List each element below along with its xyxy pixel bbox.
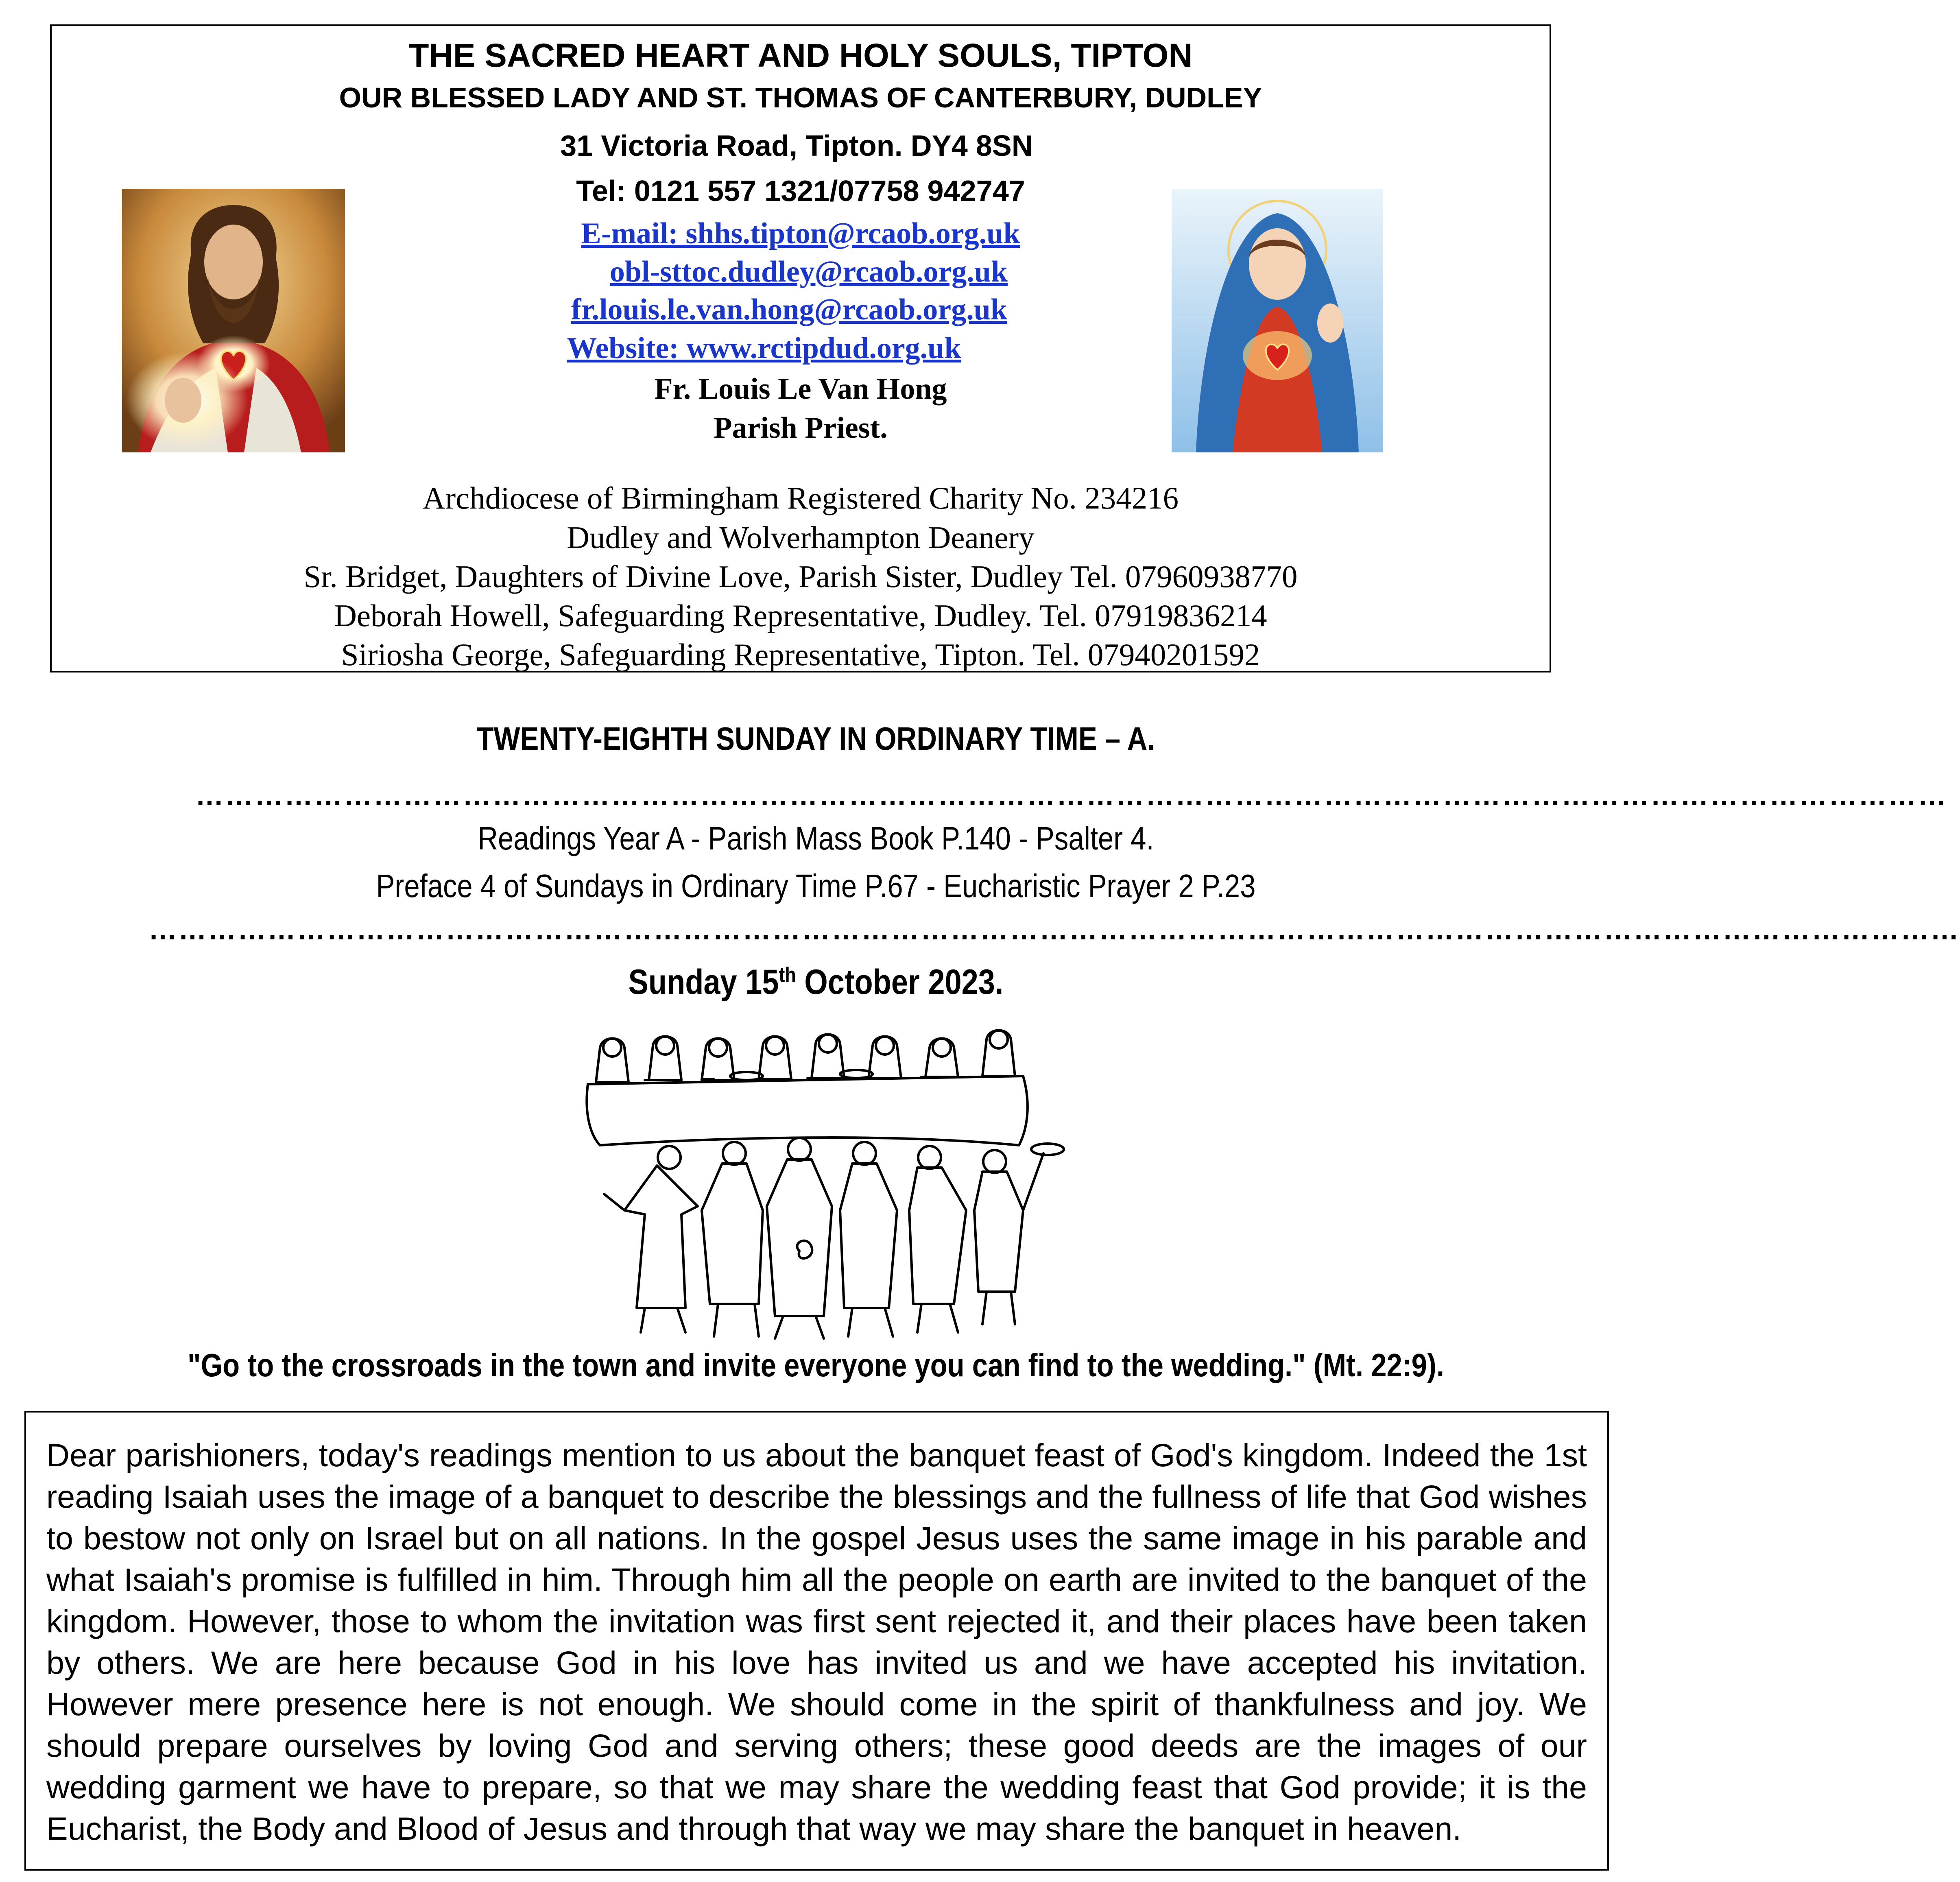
reflection-text: Dear parishioners, today's readings mention to us about the banquet feast of God's kingdom. Indeed the 1st reading Isaiah uses the image of a banquet to describe the blessings and the fullness of life that God wishes to bestow not only on Israel but on all nations. In the gospel Jesus uses the same image in his parable and what Isaiah's promise is fulfilled in him. Through him all the people on earth are invited to the banquet of the kingdom. However, those to whom the invitation was first sent rejected it, and their places have been taken by others. We are here because God in his love has invited us and we have accepted his invitation. However mere presence here is not enough. We should come in the spirit of thankfulness and joy. We should prepare ourselves by loving God and serving others; these good deeds are the images of our wedding garment we have to prepare, so that we may share the wedding feast that God provide; it is the Eucharist, the Body and Blood of Jesus and through that way we may share the banquet in heaven.: [46, 1437, 1587, 1847]
priest-name: Fr. Louis Le Van Hong: [654, 372, 947, 406]
sacred-heart-jesus-image: [122, 189, 345, 452]
website-link[interactable]: Website: www.rctipdud.org.uk: [567, 332, 961, 365]
parish-name-tipton: THE SACRED HEART AND HOLY SOULS, TIPTON: [408, 37, 1193, 74]
safeguarding-dudley: Deborah Howell, Safeguarding Representative, Dudley. Tel. 07919836214: [334, 598, 1267, 633]
email-link-tipton[interactable]: E-mail: shhs.tipton@rcaob.org.uk: [581, 217, 1020, 250]
parish-sister: Sr. Bridget, Daughters of Divine Love, Parish Sister, Dudley Tel. 07960938770: [303, 559, 1298, 594]
charity-number: Archdiocese of Birmingham Registered Charity No. 234216: [422, 480, 1179, 515]
safeguarding-tipton: Siriosha George, Safeguarding Representative, Tipton. Tel. 07940201592: [341, 637, 1260, 672]
gospel-quote: "Go to the crossroads in the town and invite everyone you can find to the wedding." (Mt. 22:9).: [188, 1347, 1444, 1383]
date-month-year: October 2023.: [796, 963, 1004, 1002]
parish-name-dudley: OUR BLESSED LADY AND ST. THOMAS OF CANTERBURY, DUDLEY: [339, 82, 1262, 114]
email-link-dudley[interactable]: obl-sttoc.dudley@rcaob.org.uk: [609, 255, 1008, 288]
dotted-divider-top: ……………………………………………………………………………………………………………………………………………………………: [195, 779, 1947, 811]
reflection-box: [24, 1411, 1609, 1871]
readings-line: Readings Year A - Parish Mass Book P.140 - Psalter 4.: [478, 820, 1154, 856]
preface-line: Preface 4 of Sundays in Ordinary Time P.67 - Eucharistic Prayer 2 P.23: [376, 868, 1256, 904]
immaculate-heart-mary-image: [1172, 189, 1383, 452]
date-ordinal: th: [779, 963, 796, 987]
liturgy-title: TWENTY-EIGHTH SUNDAY IN ORDINARY TIME – A.: [476, 720, 1155, 757]
priest-title: Parish Priest.: [714, 411, 888, 445]
deanery: Dudley and Wolverhampton Deanery: [567, 520, 1035, 555]
wedding-banquet-illustration: [563, 1023, 1068, 1341]
parish-telephone: Tel: 0121 557 1321/07758 942747: [576, 175, 1025, 207]
sunday-date: [114, 962, 1517, 1002]
date-day: Sunday 15: [628, 963, 779, 1002]
dotted-divider-bottom: …………………………………………………………………………………………………………………………………………………………………: [148, 914, 1960, 945]
parish-address: 31 Victoria Road, Tipton. DY4 8SN: [560, 130, 1033, 162]
email-link-priest[interactable]: fr.louis.le.van.hong@rcaob.org.uk: [571, 293, 1008, 326]
